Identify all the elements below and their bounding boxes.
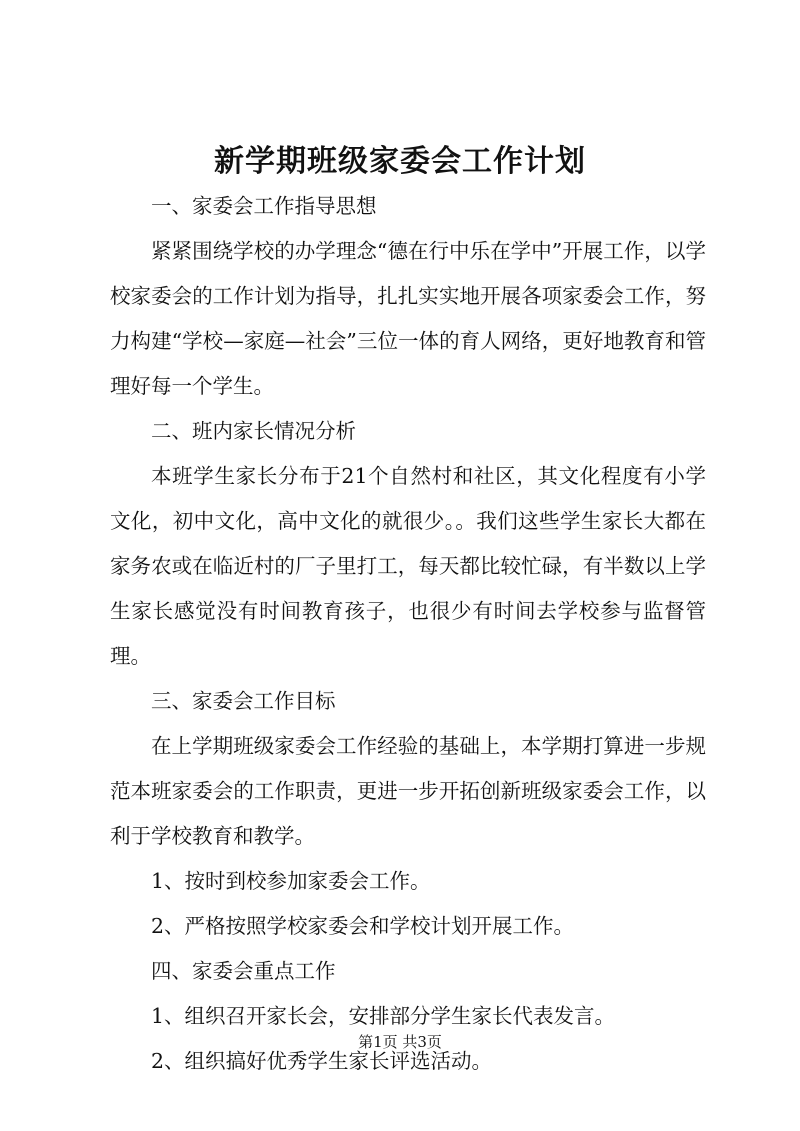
list-item-goal-1: 1、按时到校参加家委会工作。 [151,869,431,893]
section-heading-work-goals: 三、家委会工作目标 [151,689,336,713]
section-heading-parent-analysis: 二、班内家长情况分析 [151,419,356,443]
list-item-key-work-1: 1、组织召开家长会，安排部分学生家长代表发言。 [151,1004,616,1028]
paragraph-work-goals: 在上学期班级家委会工作经验的基础上，本学期打算进一步规范本班家委会的工作职责，更进一步开拓创新班级家委会工作，以利于学校教育和教学。 [110,734,706,848]
document-title: 新学期班级家委会工作计划 [214,144,586,179]
document-body [110,184,706,1084]
list-item-goal-2: 2、严格按照学校家委会和学校计划开展工作。 [151,914,575,938]
paragraph-parent-analysis: 本班学生家长分布于21个自然村和社区，其文化程度有小学文化，初中文化，高中文化的就很少。。我们这些学生家长大都在家务农或在临近村的厂子里打工，每天都比较忙碌，有半数以上学生家长感觉没有时间教育孩子，也很少有时间去学校参与监督管理。 [110,464,706,668]
section-heading-guiding-ideology: 一、家委会工作指导思想 [151,194,377,218]
list-item-key-work-2: 2、组织搞好优秀学生家长评选活动。 [151,1049,493,1073]
page-number-footer: 第1页 共3页 [358,1033,442,1051]
paragraph-guiding-ideology: 紧紧围绕学校的办学理念“德在行中乐在学中”开展工作，以学校家委会的工作计划为指导，扎扎实实地开展各项家委会工作，努力构建“学校—家庭—社会”三位一体的育人网络，更好地教育和管理好每一个学生。 [110,239,706,398]
section-heading-key-work: 四、家委会重点工作 [151,959,336,983]
